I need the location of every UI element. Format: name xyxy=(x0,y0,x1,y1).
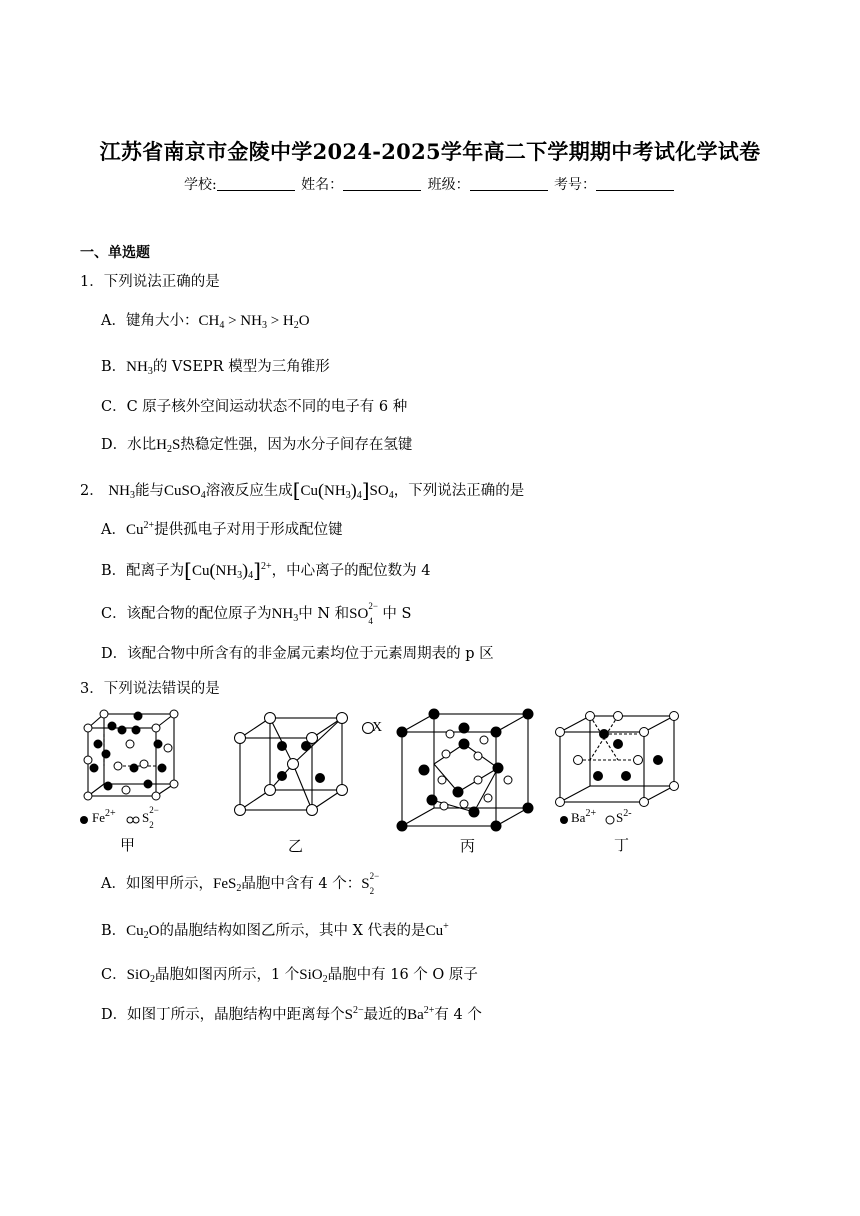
caption-ding: 丁 xyxy=(614,836,630,854)
q2-option-a-text: 提供孤电子对用于形成配位键 xyxy=(154,522,343,538)
name-label: 姓名： xyxy=(301,177,344,193)
q3-option-c-c: 晶胞中有 16 个 O 原子 xyxy=(327,967,478,983)
formula-fes2: FeS$_2$ xyxy=(212,876,242,894)
ion-ba2plus: $Ba^{2+}$ xyxy=(407,1005,435,1023)
q1-option-b-label: B． xyxy=(101,359,127,375)
question-2-stem xyxy=(80,478,524,502)
q1-option-a xyxy=(101,309,310,330)
formula-nh3: $NH_3$ xyxy=(271,606,299,624)
caption-bing: 丙 xyxy=(460,837,476,855)
school-label: 学校: xyxy=(183,177,217,193)
q1-option-a-label: A．键角大小： xyxy=(101,313,199,329)
ion-s2-2minus: S 2− 2 xyxy=(361,871,380,896)
page-title: 江苏省南京市金陵中学2024-2025学年高二下学期期中考试化学试卷 xyxy=(99,139,761,164)
legend-s2minus: $S^{2-}$ xyxy=(616,808,632,825)
school-blank xyxy=(217,176,295,191)
ion-so4: SO 2− 4 xyxy=(349,601,378,626)
q2-text-2: 溶液反应生成 xyxy=(205,483,293,499)
formula-complex: $[Cu(NH_3)_4]SO_4$ xyxy=(292,478,394,502)
formula-cuso4: CuSO$_4$ xyxy=(164,483,206,501)
formula-nh3: $NH_3$ xyxy=(126,359,153,377)
q2-option-b xyxy=(101,558,430,582)
q3-option-a-a: A．如图甲所示， xyxy=(101,876,213,892)
q3-option-a xyxy=(101,871,384,896)
q3-option-c-b: 晶胞如图丙所示，1 个 xyxy=(154,967,300,983)
q3-option-c-a: C． xyxy=(101,967,127,983)
q3-option-b-b: 的晶胞结构如图乙所示，其中 X 代表的是 xyxy=(159,923,426,939)
name-blank xyxy=(343,176,421,191)
formula-cu2o: $Cu_2O$ xyxy=(126,923,160,941)
class-label: 班级： xyxy=(427,177,470,193)
ion-cuplus: Cu+ xyxy=(425,921,449,939)
q1-option-b-text: 的 VSEPR 模型为三角锥形 xyxy=(152,359,330,375)
formula-sio2: SiO$_2$ xyxy=(299,967,328,985)
q3-option-a-b: 晶胞中含有 4 个： xyxy=(241,876,362,892)
q1-option-a-formula: $CH_4 > NH_3 > H_2O$ xyxy=(198,313,310,331)
q3-option-d xyxy=(101,1003,482,1024)
q3-option-b xyxy=(101,919,449,940)
q2-text-1: 能与 xyxy=(135,483,165,499)
class-blank xyxy=(470,176,548,191)
number-blank xyxy=(596,176,674,191)
ion-s2minus: $S^{2-}$ xyxy=(344,1005,364,1023)
q2-option-c-c: 中 S xyxy=(382,606,412,622)
question-1-stem: 1．下列说法正确的是 xyxy=(80,274,220,290)
caption-yi: 乙 xyxy=(288,837,304,855)
ion-cu2plus: $Cu^{2+}$ xyxy=(125,520,155,538)
formula-sio2: SiO$_2$ xyxy=(126,967,155,985)
legend-x: X xyxy=(372,720,383,735)
q3-option-d-b: 最近的 xyxy=(363,1007,408,1023)
q1-option-b xyxy=(101,355,330,376)
q2-number: 2． xyxy=(80,483,104,499)
q2-option-b-text: ，中心离子的配位数为 4 xyxy=(271,563,431,579)
crystal-figures xyxy=(78,704,698,854)
q2-option-a xyxy=(101,518,343,539)
q1-option-d-b: 热稳定性强，因为水分子间存在氢键 xyxy=(180,437,413,453)
crystal-structures-svg xyxy=(78,704,698,854)
legend-fe-dot xyxy=(80,816,88,824)
q2-option-c-a: C．该配合物的配位原子为 xyxy=(101,606,272,622)
number-label: 考号： xyxy=(554,177,597,193)
q3-option-d-c: 有 4 个 xyxy=(434,1007,482,1023)
q2-option-a-label: A． xyxy=(101,522,126,538)
formula-h2s: $H_2S$ xyxy=(156,437,181,455)
section-heading: 一、单选题 xyxy=(80,245,150,261)
q2-text-3: ，下列说法正确的是 xyxy=(393,483,525,499)
figure-jia-cube xyxy=(88,714,174,796)
q2-option-d: D．该配合物中所含有的非金属元素均位于元素周期表的 p 区 xyxy=(101,646,494,662)
q1-option-d-a: D．水比 xyxy=(101,437,157,453)
q1-option-d xyxy=(101,433,412,454)
q2-option-c-b: 中 N 和 xyxy=(298,606,350,622)
q2-option-c xyxy=(101,601,412,626)
legend-fe2plus: $Fe^{2+}$ xyxy=(92,808,116,825)
legend-s2: S 2− 2 xyxy=(142,805,159,830)
question-3-stem: 3．下列说法错误的是 xyxy=(80,681,220,697)
student-info-line xyxy=(0,174,860,194)
formula-nh3: $NH_3$ xyxy=(108,483,136,501)
caption-jia: 甲 xyxy=(120,836,136,854)
legend-ba2plus: $Ba^{2+}$ xyxy=(571,808,597,825)
q3-option-b-a: B． xyxy=(101,923,127,939)
q3-option-c xyxy=(101,963,478,984)
complex-ion: $[Cu(NH_3)_4]^{2+}$ xyxy=(184,558,272,582)
q1-option-c: C．C 原子核外空间运动状态不同的电子有 6 种 xyxy=(101,399,408,415)
q3-option-d-a: D．如图丁所示，晶胞结构中距离每个 xyxy=(101,1007,345,1023)
q2-option-b-label: B．配离子为 xyxy=(101,563,185,579)
